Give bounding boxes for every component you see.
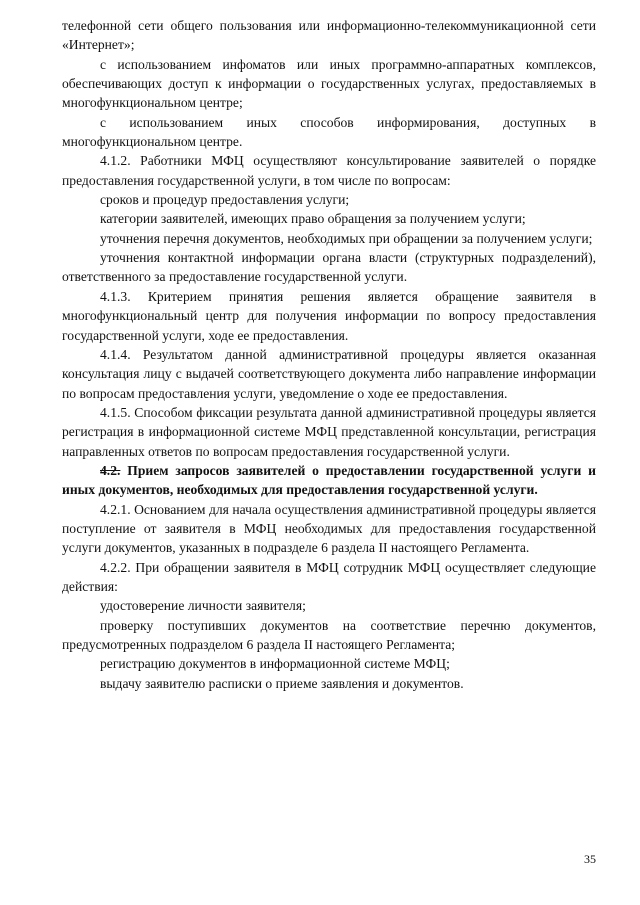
paragraph: с использованием инфоматов или иных программно-аппаратных комплексов, обеспечивающих доступ к информации о государственных услугах, предоставляемых в многофункциональном центре;: [62, 56, 596, 111]
paragraph: категории заявителей, имеющих право обращения за получением услуги;: [100, 211, 526, 227]
paragraph: 4.1.5. Способом фиксации результата данной административной процедуры является регистрация в информационной системе МФЦ представленной консультации, регистрация направленных ответов по вопросам предоставления государственной услуги.: [62, 404, 596, 459]
paragraph: 4.1.4. Результатом данной административной процедуры является оказанная консультация лицу с выдачей соответствующего документа либо направление информации по вопросам предоставления услуги, уведомление о ходе ее предоставления.: [62, 346, 596, 401]
paragraph: сроков и процедур предоставления услуги;: [100, 192, 350, 208]
paragraph: 4.2.2. При обращении заявителя в МФЦ сотрудник МФЦ осуществляет следующие действия:: [62, 559, 596, 594]
section-title: Прием запросов заявителей о предоставлении государственной услуги и иных документов, необходимых для предоставления государственной услуги.: [62, 462, 596, 498]
section-number: 4.2.: [100, 462, 121, 478]
paragraph: проверку поступивших документов на соответствие перечню документов, предусмотренных подразделом 6 раздела II настоящего Регламента;: [62, 617, 596, 652]
paragraph: телефонной сети общего пользования или информационно-телекоммуникационной сети «Интернет»;: [62, 18, 596, 53]
paragraph: с использованием иных способов информирования, доступных в многофункциональном центре.: [62, 114, 596, 150]
paragraph: уточнения перечня документов, необходимых при обращении за получением услуги;: [100, 230, 593, 246]
paragraph: 4.1.3. Критерием принятия решения является обращение заявителя в многофункциональный центр для получения информации по вопросу предоставления государственной услуги, ходе ее предоставления.: [62, 288, 596, 343]
page-number: 35: [584, 852, 596, 866]
paragraph: выдачу заявителю расписки о приеме заявления и документов.: [100, 675, 464, 691]
paragraph: уточнения контактной информации органа власти (структурных подразделений), ответственного за предоставление государственной услуги.: [62, 250, 596, 285]
section-heading: [62, 461, 596, 500]
paragraph: регистрацию документов в информационной системе МФЦ;: [100, 656, 450, 672]
paragraph: 4.1.2. Работники МФЦ осуществляют консультирование заявителей о порядке предоставления государственной услуги, в том числе по вопросам:: [62, 153, 596, 188]
paragraph: удостоверение личности заявителя;: [100, 598, 306, 614]
paragraph: 4.2.1. Основанием для начала осуществления административной процедуры является поступление от заявителя в МФЦ необходимых для предоставления государственной услуги документов, указанных в подразделе 6 раздела II настоящего Регламента.: [62, 501, 596, 556]
document-body: [62, 16, 596, 693]
